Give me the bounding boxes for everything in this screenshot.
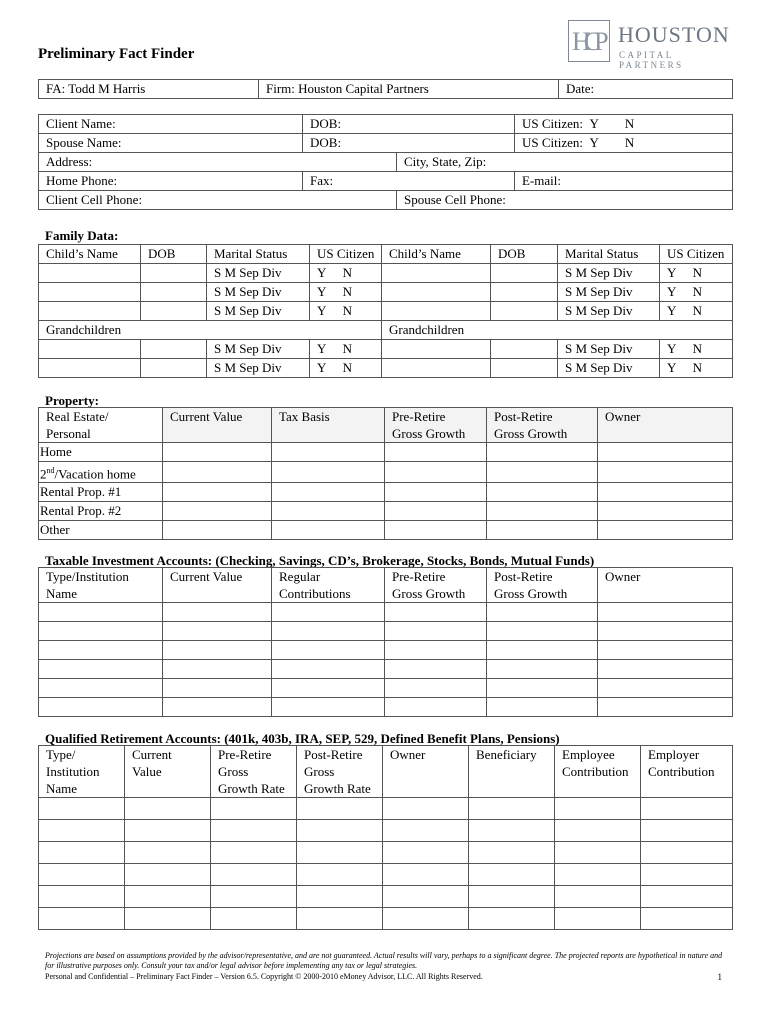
firm-field[interactable]: Firm: Houston Capital Partners [259, 80, 559, 99]
col-pre-retire: Pre-Retire Gross Growth Rate [211, 746, 297, 798]
taxable-row[interactable] [39, 660, 733, 679]
col-real-estate: Real Estate/ Personal [39, 408, 163, 443]
col-employee-contribution: Employee Contribution [555, 746, 641, 798]
col-owner: Owner [598, 568, 733, 603]
taxable-table [38, 567, 733, 717]
client-table [38, 114, 733, 210]
taxable-section-title: Taxable Investment Accounts: (Checking, Savings, CD’s, Brokerage, Stocks, Bonds, Mutual Funds) [45, 553, 595, 568]
col-beneficiary: Beneficiary [469, 746, 555, 798]
client-cell-field[interactable]: Client Cell Phone: [39, 191, 397, 210]
qualified-row[interactable] [39, 820, 733, 842]
property-row-rental-1[interactable]: Rental Prop. #1 [39, 483, 733, 502]
col-marital: Marital Status [558, 245, 660, 264]
qualified-row[interactable] [39, 842, 733, 864]
col-owner: Owner [598, 408, 733, 443]
copyright-text: Personal and Confidential – Preliminary Fact Finder – Version 6.5. Copyright © 2000-2010 eMoney Advisor, LLC. All Rights Reserved. [45, 972, 483, 981]
spouse-name-field[interactable]: Spouse Name: [39, 134, 303, 153]
taxable-row[interactable] [39, 679, 733, 698]
page-title: Preliminary Fact Finder [38, 46, 195, 62]
property-header-row [39, 408, 733, 443]
date-field[interactable]: Date: [559, 80, 733, 99]
property-row-vacation[interactable]: 2nd/Vacation home [39, 462, 733, 483]
fa-field[interactable]: FA: Todd M Harris [39, 80, 259, 99]
property-row-other[interactable]: Other [39, 521, 733, 540]
child-row[interactable]: S M Sep Div Y N S M Sep Div Y N [39, 264, 733, 283]
property-section-title: Property: [45, 393, 99, 408]
address-field[interactable]: Address: [39, 153, 397, 172]
col-type-institution: Type/ Institution Name [39, 746, 125, 798]
client-name-field[interactable]: Client Name: [39, 115, 303, 134]
col-pre-retire: Pre-Retire Gross Growth [385, 408, 487, 443]
child-row[interactable]: S M Sep Div Y N S M Sep Div Y N [39, 283, 733, 302]
col-citizen: US Citizen [660, 245, 733, 264]
city-state-zip-field[interactable]: City, State, Zip: [397, 153, 733, 172]
client-dob-field[interactable]: DOB: [303, 115, 515, 134]
page-number: 1 [717, 972, 722, 982]
taxable-row[interactable] [39, 698, 733, 717]
spouse-dob-field[interactable]: DOB: [303, 134, 515, 153]
property-row-rental-2[interactable]: Rental Prop. #2 [39, 502, 733, 521]
taxable-row[interactable] [39, 622, 733, 641]
taxable-row[interactable] [39, 603, 733, 622]
col-post-retire: Post-Retire Gross Growth Rate [297, 746, 383, 798]
qualified-header-row [39, 746, 733, 798]
property-table [38, 407, 733, 540]
email-field[interactable]: E-mail: [515, 172, 733, 191]
family-section-title: Family Data: [45, 228, 119, 243]
client-citizen-field[interactable]: US Citizen: Y N [515, 115, 733, 134]
qualified-row[interactable] [39, 908, 733, 930]
home-phone-field[interactable]: Home Phone: [39, 172, 303, 191]
col-pre-retire: Pre-Retire Gross Growth [385, 568, 487, 603]
family-table [38, 244, 733, 378]
col-post-retire: Post-Retire Gross Growth [487, 568, 598, 603]
col-regular-contributions: Regular Contributions [272, 568, 385, 603]
taxable-header-row [39, 568, 733, 603]
col-current-value: Current Value [163, 408, 272, 443]
spouse-citizen-field[interactable]: US Citizen: Y N [515, 134, 733, 153]
advisor-table [38, 79, 733, 99]
qualified-row[interactable] [39, 864, 733, 886]
col-current-value: Current Value [163, 568, 272, 603]
grandchildren-label: Grandchildren [382, 321, 733, 340]
col-dob: DOB [141, 245, 207, 264]
qualified-row[interactable] [39, 798, 733, 820]
col-owner: Owner [383, 746, 469, 798]
col-post-retire: Post-Retire Gross Growth [487, 408, 598, 443]
grandchildren-label: Grandchildren [39, 321, 382, 340]
spouse-cell-field[interactable]: Spouse Cell Phone: [397, 191, 733, 210]
logo-tagline: CAPITAL PARTNERS [619, 50, 684, 70]
company-logo [568, 20, 733, 70]
qualified-section-title: Qualified Retirement Accounts: (401k, 403b, IRA, SEP, 529, Defined Benefit Plans, Pensions) [45, 731, 560, 746]
grandchild-row[interactable]: S M Sep Div Y N S M Sep Div Y N [39, 340, 733, 359]
disclaimer-text: Projections are based on assumptions provided by the advisor/representative, and are not guaranteed. Actual results will vary, perhaps to a significant degree. The projected reports are hypothetical in nature and for illustrative purposes only. Consult your tax and/or legal advisor before implementing any tax or legal strategies. [45, 951, 723, 970]
grandchildren-header-row [39, 321, 733, 340]
family-header-row [39, 245, 733, 264]
col-type-institution: Type/Institution Name [39, 568, 163, 603]
logo-mark-icon: HCP [568, 20, 610, 62]
col-citizen: US Citizen [310, 245, 382, 264]
col-employer-contribution: Employer Contribution [641, 746, 733, 798]
col-child-name: Child’s Name [39, 245, 141, 264]
col-dob: DOB [491, 245, 558, 264]
col-tax-basis: Tax Basis [272, 408, 385, 443]
logo-wordmark: HOUSTON [618, 22, 730, 47]
col-child-name: Child’s Name [382, 245, 491, 264]
property-row-home[interactable]: Home [39, 443, 733, 462]
child-row[interactable]: S M Sep Div Y N S M Sep Div Y N [39, 302, 733, 321]
fax-field[interactable]: Fax: [303, 172, 515, 191]
grandchild-row[interactable]: S M Sep Div Y N S M Sep Div Y N [39, 359, 733, 378]
taxable-row[interactable] [39, 641, 733, 660]
col-marital: Marital Status [207, 245, 310, 264]
qualified-table [38, 745, 733, 930]
col-current-value: Current Value [125, 746, 211, 798]
qualified-row[interactable] [39, 886, 733, 908]
